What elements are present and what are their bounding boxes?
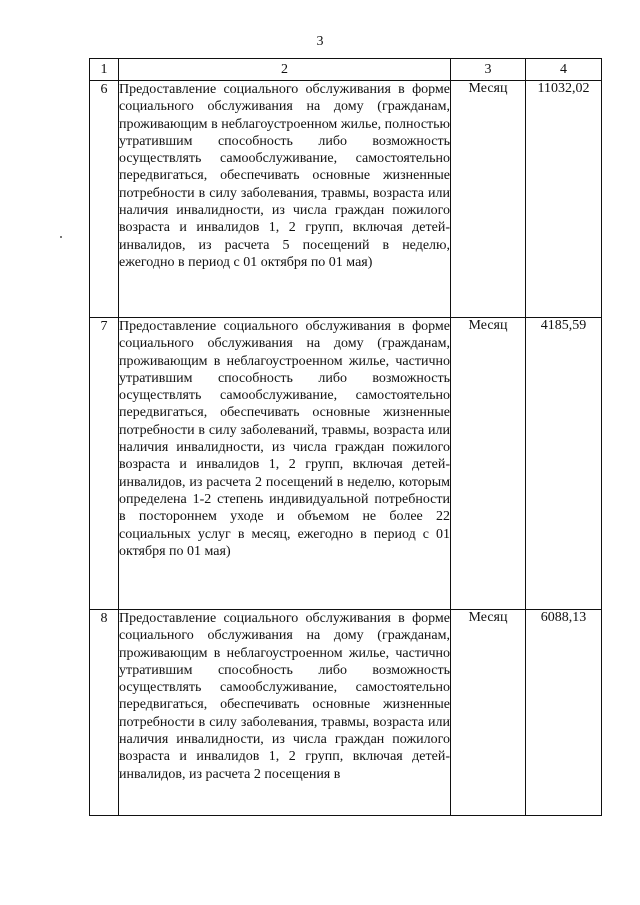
service-description: Предоставление социального обслуживания в форме социального обслуживания на дому (гражданам, проживающим в неблагоустроенном жилье, полностью утратившим способность либо возможность осуществлять самообслуживание, самостоятельно передвигаться, обеспечивать основные жизненные потребности в силу заболевания, травмы, возраста или наличия инвалидности, из числа граждан пожилого возраста и инвалидов 1, 2 групп, включая детей-инвалидов, из расчета 5 посещений в неделю, ежегодно в период с 01 октября по 01 мая) (119, 81, 451, 318)
unit-of-measure: Месяц (451, 318, 526, 610)
scan-speck (60, 236, 62, 238)
tariff-value: 6088,13 (526, 610, 602, 816)
row-number: 7 (90, 318, 119, 610)
column-number-cell: 2 (119, 59, 451, 81)
tariff-value: 11032,02 (526, 81, 602, 318)
table-row (90, 318, 602, 610)
service-description: Предоставление социального обслуживания в форме социального обслуживания на дому (гражданам, проживающим в неблагоустроенном жилье, частично утратившим способность либо возможность осуществлять самообслуживание, самостоятельно передвигаться, обеспечивать основные жизненные потребности в силу заболевания, травмы, возраста или наличия инвалидности, из числа граждан пожилого возраста и инвалидов 1, 2 групп, включая детей-инвалидов, из расчета 2 посещения в (119, 610, 451, 816)
table-row (90, 81, 602, 318)
page-number: 3 (316, 34, 324, 49)
column-number-cell: 3 (451, 59, 526, 81)
column-number-cell: 1 (90, 59, 119, 81)
row-number: 8 (90, 610, 119, 816)
column-number-row (90, 59, 602, 81)
tariff-value: 4185,59 (526, 318, 602, 610)
row-number: 6 (90, 81, 119, 318)
service-description: Предоставление социального обслуживания в форме социального обслуживания на дому (гражданам, проживающим в неблагоустроенном жилье, частично утратившим способность либо возможность осуществлять самообслуживание, самостоятельно передвигаться, обеспечивать основные жизненные потребности в силу заболеваний, травмы, возраста или наличия инвалидности, из числа граждан пожилого возраста и инвалидов 1, 2 групп, включая детей-инвалидов, из расчета 2 посещений в неделю, которым определена 1-2 степень индивидуальной потребности в постороннем уходе и объемом не более 22 социальных услуг в месяц, ежегодно в период с 01 октября по 01 мая) (119, 318, 451, 610)
unit-of-measure: Месяц (451, 610, 526, 816)
tariff-table (89, 58, 602, 816)
column-number-cell: 4 (526, 59, 602, 81)
unit-of-measure: Месяц (451, 81, 526, 318)
table-row (90, 610, 602, 816)
